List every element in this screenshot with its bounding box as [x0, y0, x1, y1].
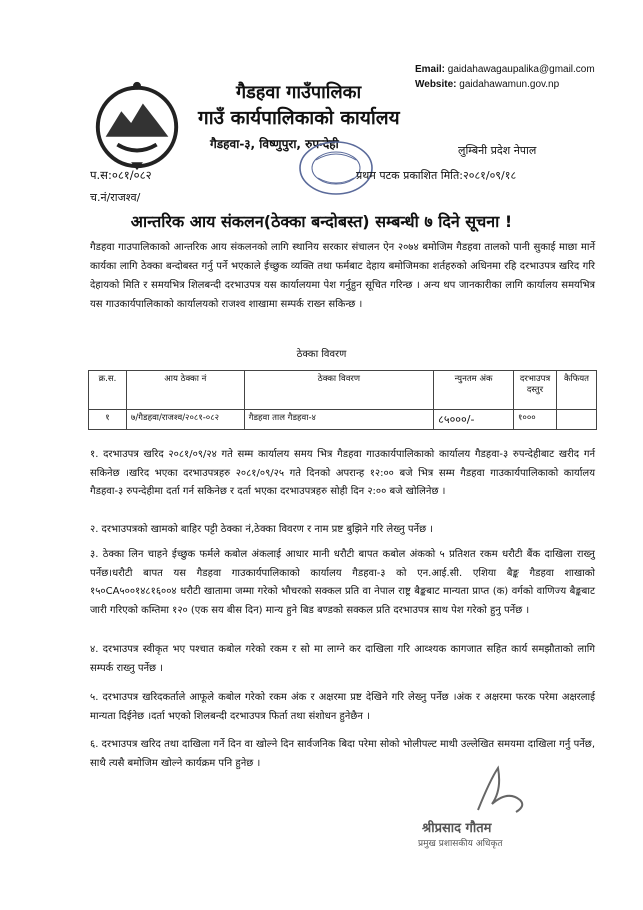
- email-label: Email:: [415, 64, 446, 75]
- website-label: Website:: [415, 79, 457, 90]
- chalani-number: च.नं/राजश्व/: [90, 191, 141, 204]
- nepal-emblem-icon: [88, 76, 186, 174]
- table-row: [89, 410, 597, 430]
- cell-remarks: [557, 410, 597, 430]
- notice-title: आन्तरिक आय संकलन(ठेक्का बन्दोबस्त) सम्बन्धी ७ दिने सूचना !: [130, 212, 513, 231]
- signatory-designation: प्रमुख प्रशासकीय अधिकृत: [418, 839, 503, 849]
- published-date: प्रथम पटक प्रकाशित मिति:२०८१/०९/१८: [356, 169, 517, 182]
- cell-description: गैडहवा ताल गैडहवा-४: [244, 410, 433, 430]
- cell-serial: १: [89, 410, 127, 430]
- clause-3: ३. ठेक्का लिन चाहने ईच्छुक फर्मले कबोल अंकलाई आधार मानी धरौटी बापत कबोल अंकको ५ प्रतिशत रकम धरौटी बैंक दाखिला राख्नु पर्नेछ।धरौटी बापत यस गैडहवा गाउकार्यपालिकाको कार्यालय गैडहवा-३ को एन.आई.सी. एशिया बैङ्क गैडहवा शाखाको १५०CA५००१४८१६००४ धरौटी खातामा जम्मा गरेको भौचरको सक्कल प्रति वा नेपाल राष्ट्र बैङ्कबाट मान्यता प्राप्त (क) वर्गको वाणिज्य बैङ्कबाट जारी गरिएको कम्तिमा १२० (एक सय बीस दिन) मान्य हुने बिड बण्डको सक्कल प्रति दरभाउपत्र साथ पेश गरेको हुनु पर्नेछ ।: [90, 549, 595, 616]
- notice-intro: गैडहवा गाउपालिकाको आन्तरिक आय संकलनको लागि स्थानिय सरकार संचालन ऐन २०७४ बमोजिम गैडहवा तालको पानी सुकाई माछा मार्ने कार्यका लागि ठेक्का बन्दोबस्त गर्नु पर्ने भएकाले ईच्छुक व्यक्ति तथा फर्मबाट देहाय बमोजिमका शर्तहरुको अधिनमा रहि दरभाउपत्र खरिद गरि देहायको मिति र समयभित्र शिलबन्दी दरभाउपत्र यस कार्यालयमा पेश गर्नुहुन सूचित गरिन्छ । अन्य थप जानकारीका लागि कार्यालय समयभित्र यस गाउकार्यपालिकाको कार्यालयको राजश्व शाखामा सम्पर्क राख्न सकिन्छ ।: [90, 242, 595, 310]
- cell-min-amount: ८५०००/-: [434, 410, 514, 430]
- signature-mark-icon: [468, 760, 538, 820]
- reference-number: प.स:०८१/०८२: [90, 168, 152, 182]
- header-remarks: कैफियत: [557, 371, 597, 410]
- header-serial: क्र.स.: [89, 371, 127, 410]
- table-header-row: [89, 371, 597, 410]
- contract-table: [88, 370, 597, 430]
- clause-4: ४. दरभाउपत्र स्वीकृत भए पश्चात कबोल गरेको रकम र सो मा लाग्ने कर दाखिला गरि आव्श्यक कागजात सहित कार्य समझौताको लागि सम्पर्क राख्नु पर्नेछ ।: [90, 644, 595, 674]
- header-description: ठेक्का विवरण: [244, 371, 433, 410]
- signatory-name: श्रीप्रसाद गौतम: [422, 821, 492, 836]
- header-min-amount: न्युनतम अंक: [434, 371, 514, 410]
- org-name: गैडहवा गाउँपालिका: [236, 82, 362, 103]
- clause-5: ५. दरभाउपत्र खरिदकर्ताले आफूले कबोल गरेको रकम अंक र अक्षरमा प्रष्ट देखिने गरि लेख्नु पर्नेछ ।अंक र अक्षरमा फरक परेमा अक्षरलाई मान्यता दिईनेछ ।दर्ता भएको शिलबन्दी दरभाउपत्र फिर्ता तथा संशोधन हुनेछैन ।: [90, 692, 595, 722]
- clause-6: ६. दरभाउपत्र खरिद तथा दाखिला गर्ने दिन वा खोल्ने दिन सार्वजनिक बिदा परेमा सोको भोलीपल्ट माथी उल्लेखित समयमा दाखिला गर्नु पर्नेछ, साथै त्यसै बमोजिम खोल्ने कार्यक्रम पनि हुनेछ ।: [90, 739, 595, 769]
- cell-contract-no: ७/गैडहवा/राजश्व/२०८१-०८२: [126, 410, 244, 430]
- office-name: गाउँ कार्यपालिकाको कार्यालय: [198, 107, 400, 129]
- province: लुम्बिनी प्रदेश नेपाल: [458, 144, 537, 157]
- clause-1: १. दरभाउपत्र खरिद २०८१/०९/२४ गते सम्म कार्यालय समय भित्र गैडहवा गाउकार्यपालिकाको कार्यालय गैडहवा-३ रुपन्देहीबाट खरीद गर्न सकिनेछ ।खरिद भएका दरभाउपत्रहरु २०८१/०९/२५ गते दिनको अपरान्ह १२:०० बजे भित्र सम्म गैडहवा गाउकार्यपालिकाको कार्यालय गैडहवा-३ रुपन्देहीमा दर्ता गर्न सकिनेछ र दर्ता भएका दरभाउपत्रहरु सोही दिन २:०० बजे खोलिनेछ ।: [90, 449, 595, 497]
- email-address: gaidahawagaupalika@gmail.com: [447, 64, 595, 75]
- header-contract-no: आय ठेक्का नं: [126, 371, 244, 410]
- contact-block: [415, 62, 595, 92]
- website-address: gaidahawamun.gov.np: [459, 79, 560, 90]
- clause-2: २. दरभाउपत्रको खामको बाहिर पट्टी ठेक्का नं,ठेक्का विवरण र नाम प्रष्ट बुझिने गरि लेख्नु पर्नेछ ।: [90, 524, 434, 535]
- office-address: गैडहवा-३, विष्णुपुरा, रुपन्देही: [210, 137, 339, 151]
- cell-fee: १०००: [514, 410, 557, 430]
- header-fee: दरभाउपत्र दस्तुर: [514, 371, 557, 410]
- table-caption: ठेक्का विवरण: [296, 349, 347, 360]
